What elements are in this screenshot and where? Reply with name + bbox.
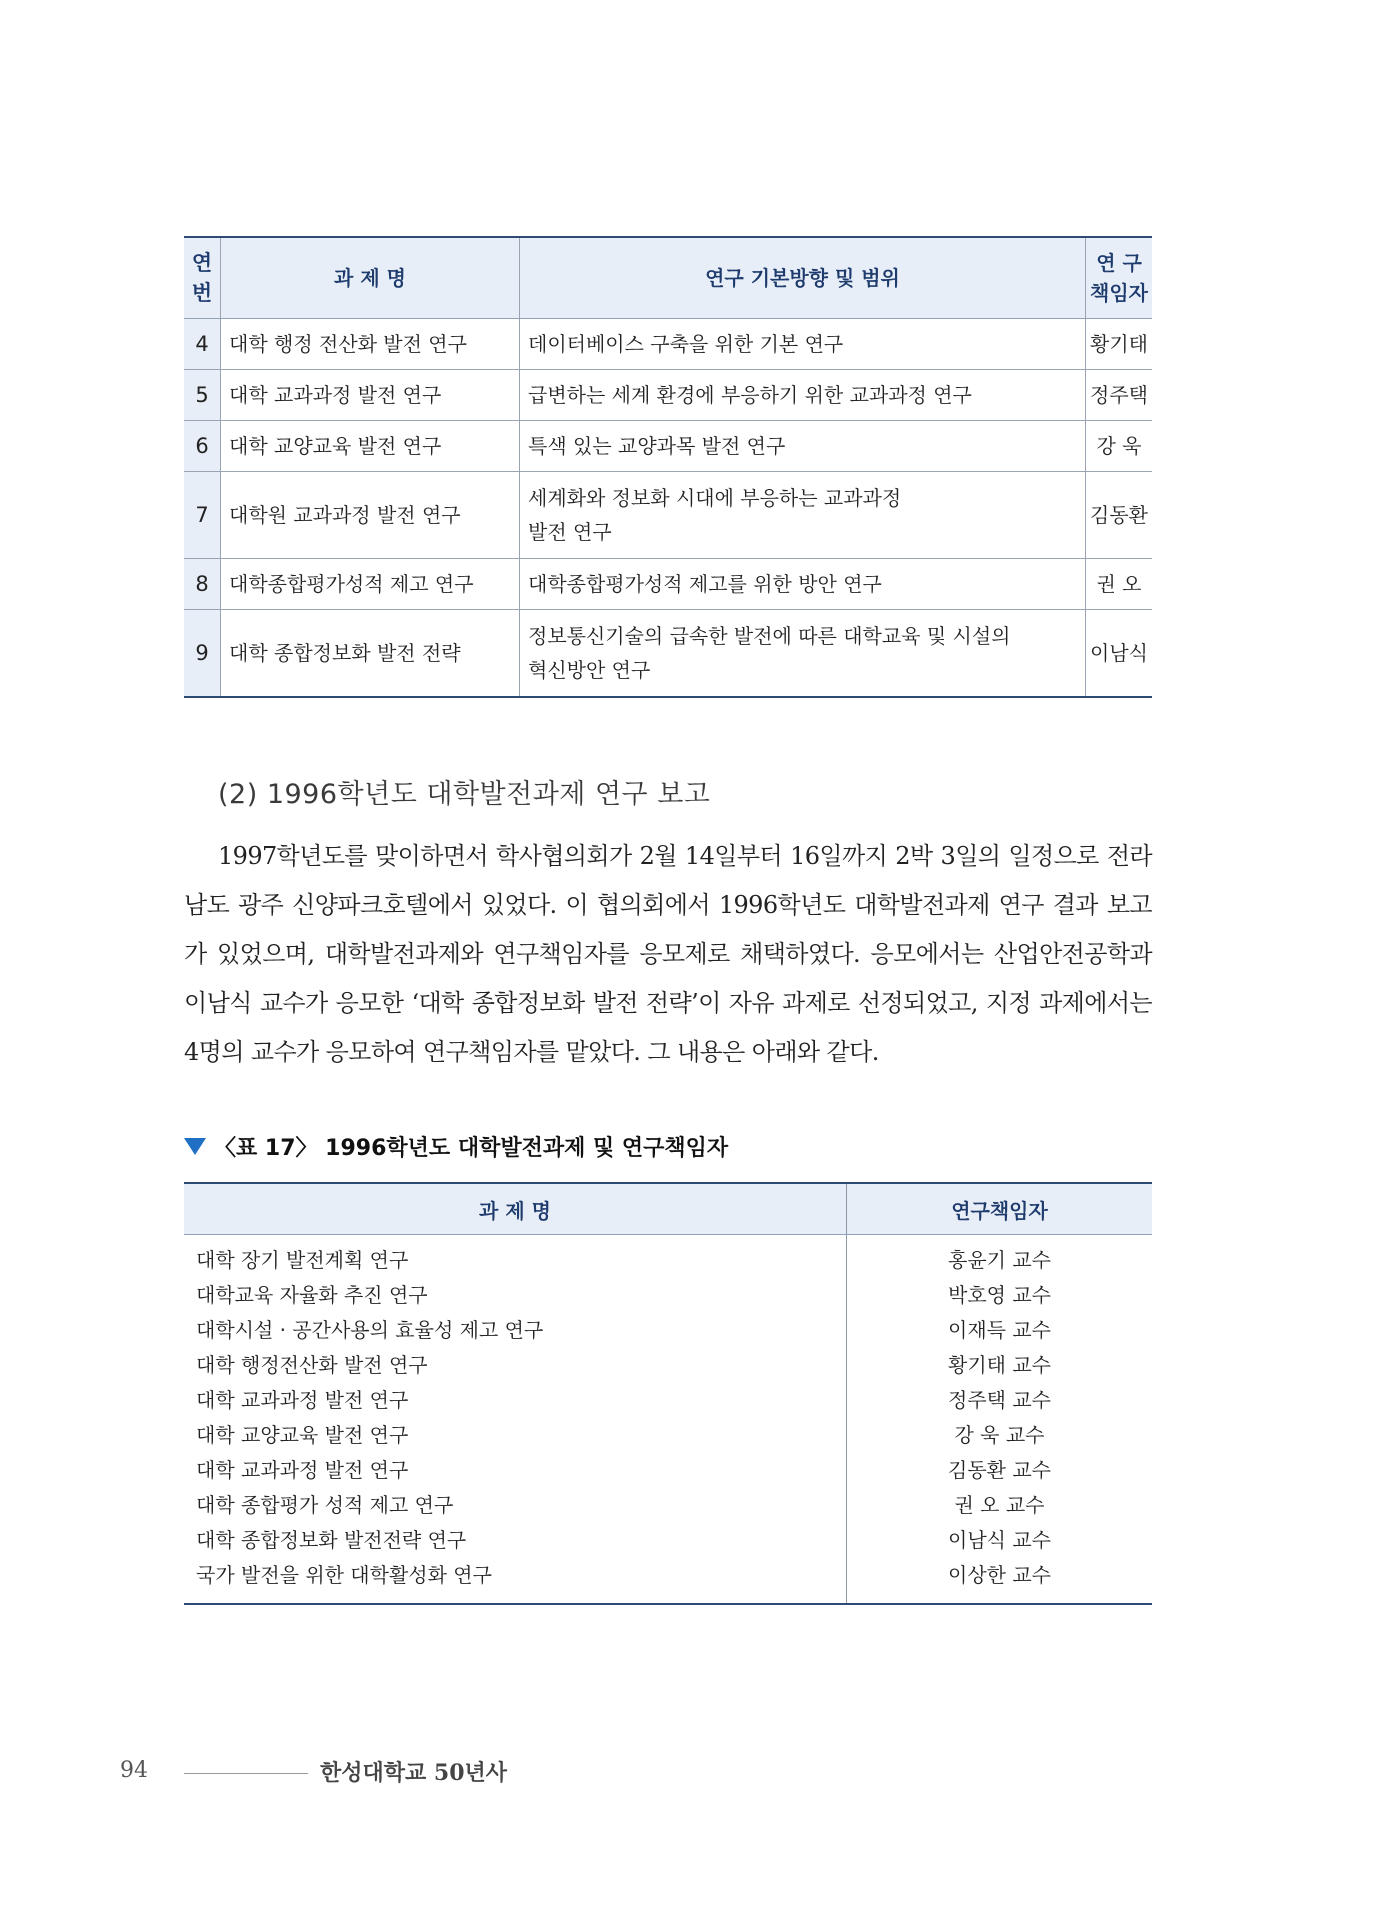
cell-serial-number: 9 bbox=[184, 610, 221, 698]
cell-project-title: 대학 교과과정 발전 연구 bbox=[221, 370, 520, 421]
page-number: 94 bbox=[120, 1758, 148, 1783]
table-row bbox=[184, 1348, 1152, 1383]
cell-lead-researcher: 정주택 bbox=[1086, 370, 1153, 421]
table-header-row bbox=[184, 237, 1152, 319]
cell-project-title: 국가 발전을 위한 대학활성화 연구 bbox=[196, 1563, 492, 1587]
table-row bbox=[184, 1488, 1152, 1523]
body-paragraph: 1997학년도를 맞이하면서 학사협의회가 2월 14일부터 16일까지 2박 3일의 일정으로 전라남도 광주 신양파크호텔에서 있었다. 이 협의회에서 1996학년도 대학발전과제 연구 결과 보고가 있었으며, 대학발전과제와 연구책임자를 응모제로 채택하였다. 응모에서는 산업안전공학과 이남식 교수가 응모한 ‘대학 종합정보화 발전 전략’이 자유 과제로 선정되었고, 지정 과제에서는 4명의 교수가 응모하여 연구책임자를 맡았다. 그 내용은 아래와 같다. bbox=[184, 842, 1152, 1066]
table-row bbox=[184, 1278, 1152, 1313]
cell-research-scope bbox=[520, 472, 1086, 559]
cell-lead-researcher: 강 욱 bbox=[1086, 421, 1153, 472]
cell-project-title: 대학 종합정보화 발전전략 연구 bbox=[196, 1528, 467, 1552]
table-row bbox=[184, 472, 1152, 559]
cell-lead-researcher: 홍윤기 교수 bbox=[847, 1235, 1153, 1279]
cell-lead-researcher: 권 오 bbox=[1086, 559, 1153, 610]
scope-line: 세계화와 정보화 시대에 부응하는 교과과정 bbox=[528, 486, 902, 510]
cell-research-scope bbox=[520, 421, 1086, 472]
cell-project-title: 대학시설 · 공간사용의 효율성 제고 연구 bbox=[196, 1318, 544, 1342]
header-project-title: 과 제 명 bbox=[221, 237, 520, 319]
project-researchers-table bbox=[184, 1182, 1152, 1605]
header-project-title: 과 제 명 bbox=[184, 1183, 847, 1235]
cell-serial-number: 6 bbox=[184, 421, 221, 472]
cell-lead-researcher: 권 오 교수 bbox=[847, 1488, 1153, 1523]
cell-lead-researcher: 정주택 교수 bbox=[847, 1383, 1153, 1418]
cell-research-scope bbox=[520, 610, 1086, 698]
cell-lead-researcher: 이재득 교수 bbox=[847, 1313, 1153, 1348]
table-caption bbox=[184, 1126, 728, 1166]
cell-project-title: 대학종합평가성적 제고 연구 bbox=[221, 559, 520, 610]
cell-lead-researcher: 박호영 교수 bbox=[847, 1278, 1153, 1313]
cell-serial-number: 5 bbox=[184, 370, 221, 421]
table-row bbox=[184, 1235, 1152, 1279]
cell-project-title: 대학교육 자율화 추진 연구 bbox=[196, 1283, 428, 1307]
scope-line: 특색 있는 교양과목 발전 연구 bbox=[528, 434, 786, 458]
cell-project-title: 대학 교양교육 발전 연구 bbox=[221, 421, 520, 472]
cell-research-scope bbox=[520, 559, 1086, 610]
table-row bbox=[184, 559, 1152, 610]
scope-line: 대학종합평가성적 제고를 위한 방안 연구 bbox=[528, 572, 882, 596]
cell-serial-number: 8 bbox=[184, 559, 221, 610]
table-row bbox=[184, 1558, 1152, 1604]
scope-line: 정보통신기술의 급속한 발전에 따른 대학교육 및 시설의 bbox=[528, 624, 1011, 648]
cell-project-title: 대학 교양교육 발전 연구 bbox=[196, 1423, 409, 1447]
footer-divider bbox=[184, 1773, 308, 1774]
cell-project-title: 대학 종합평가 성적 제고 연구 bbox=[196, 1493, 454, 1517]
table-header-row bbox=[184, 1183, 1152, 1235]
table-row bbox=[184, 1383, 1152, 1418]
cell-lead-researcher: 이상한 교수 bbox=[847, 1558, 1153, 1604]
table-row bbox=[184, 610, 1152, 698]
cell-lead-researcher: 황기태 교수 bbox=[847, 1348, 1153, 1383]
cell-serial-number: 4 bbox=[184, 319, 221, 370]
table-row bbox=[184, 421, 1152, 472]
scope-line: 데이터베이스 구축을 위한 기본 연구 bbox=[528, 332, 844, 356]
table-row bbox=[184, 1453, 1152, 1488]
cell-research-scope bbox=[520, 370, 1086, 421]
research-projects-table bbox=[184, 236, 1152, 698]
table-row bbox=[184, 319, 1152, 370]
table-row bbox=[184, 1418, 1152, 1453]
scope-line: 발전 연구 bbox=[528, 520, 612, 544]
table-row bbox=[184, 1523, 1152, 1558]
header-serial-number: 연번 bbox=[184, 237, 221, 319]
triangle-down-icon bbox=[184, 1138, 206, 1155]
table-row bbox=[184, 1313, 1152, 1348]
cell-lead-researcher: 김동환 bbox=[1086, 472, 1153, 559]
header-lead-researcher: 연구책임자 bbox=[847, 1183, 1153, 1235]
header-lead-line2: 책임자 bbox=[1090, 281, 1148, 305]
cell-lead-researcher: 이남식 교수 bbox=[847, 1523, 1153, 1558]
header-lead-researcher bbox=[1086, 237, 1153, 319]
cell-lead-researcher: 이남식 bbox=[1086, 610, 1153, 698]
cell-project-title: 대학 교과과정 발전 연구 bbox=[196, 1458, 409, 1482]
scope-line: 급변하는 세계 환경에 부응하기 위한 교과과정 연구 bbox=[528, 383, 972, 407]
cell-project-title: 대학 행정 전산화 발전 연구 bbox=[221, 319, 520, 370]
cell-project-title: 대학 종합정보화 발전 전략 bbox=[221, 610, 520, 698]
cell-research-scope bbox=[520, 319, 1086, 370]
table-row bbox=[184, 370, 1152, 421]
header-lead-line1: 연 구 bbox=[1096, 251, 1142, 275]
cell-project-title: 대학원 교과과정 발전 연구 bbox=[221, 472, 520, 559]
cell-serial-number: 7 bbox=[184, 472, 221, 559]
cell-project-title: 대학 행정전산화 발전 연구 bbox=[196, 1353, 428, 1377]
section-heading: (2) 1996학년도 대학발전과제 연구 보고 bbox=[218, 779, 711, 810]
table-caption-text: 〈표 17〉 1996학년도 대학발전과제 및 연구책임자 bbox=[214, 1135, 729, 1161]
cell-lead-researcher: 강 욱 교수 bbox=[847, 1418, 1153, 1453]
header-research-scope: 연구 기본방향 및 범위 bbox=[520, 237, 1086, 319]
scope-line: 혁신방안 연구 bbox=[528, 658, 651, 682]
cell-project-title: 대학 교과과정 발전 연구 bbox=[196, 1388, 409, 1412]
cell-project-title: 대학 장기 발전계획 연구 bbox=[196, 1248, 409, 1272]
cell-lead-researcher: 황기태 bbox=[1086, 319, 1153, 370]
footer-book-title: 한성대학교 50년사 bbox=[320, 1760, 508, 1786]
cell-lead-researcher: 김동환 교수 bbox=[847, 1453, 1153, 1488]
